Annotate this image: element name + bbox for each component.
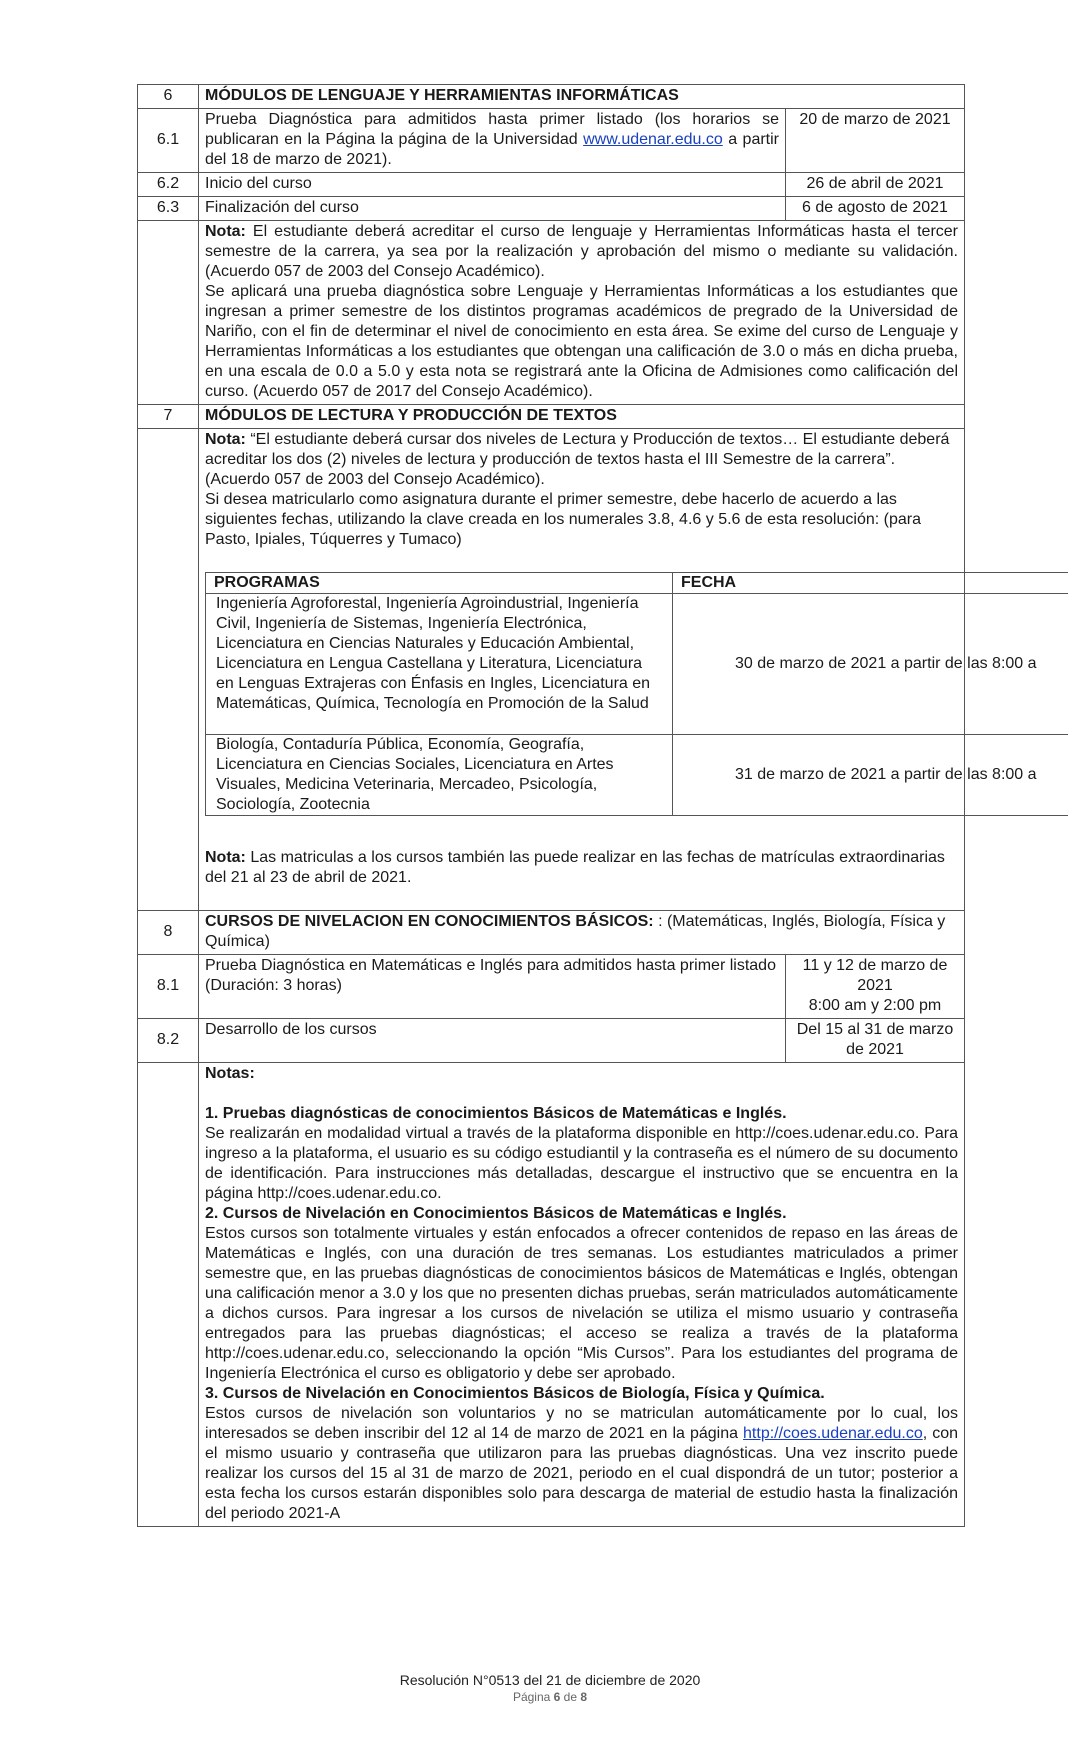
note-row	[138, 429, 965, 911]
table-row	[138, 197, 965, 221]
section-title	[199, 911, 965, 955]
note-text: Las matriculas a los cursos también las puede realizar en las fechas de matrículas extraordinarias del 21 al 23 de abril de 2021.	[205, 849, 945, 886]
note-label: Nota:	[205, 223, 246, 240]
schedule-table	[137, 84, 1037, 1527]
section-6-note	[199, 221, 965, 405]
note-text	[205, 1404, 958, 1524]
table-row	[138, 173, 965, 197]
section-6-header-row	[138, 85, 965, 109]
item-number: 6.3	[138, 197, 199, 221]
table-row	[206, 594, 1068, 735]
note-text: “El estudiante deberá cursar dos niveles de Lectura y Producción de textos… El estudiante deberá acreditar los dos (2) niveles de lectura y producción de textos hasta el III Semestre de la carrera”. (Acuerdo 057 de 2003 del Consejo Académico).	[205, 431, 950, 488]
note-heading: 2. Cursos de Nivelación en Conocimientos Básicos de Matemáticas e Inglés.	[205, 1205, 787, 1222]
empty-cell	[138, 221, 199, 405]
section-7-note	[199, 429, 1037, 911]
table-row	[206, 735, 1068, 816]
table-row	[138, 109, 965, 173]
university-link[interactable]: www.udenar.edu.co	[583, 131, 723, 148]
item-description: Desarrollo de los cursos	[199, 1019, 786, 1063]
section-7-header-row	[138, 405, 965, 429]
item-text: a partir del 18 de marzo de 2021).	[205, 131, 779, 168]
item-description: Prueba Diagnóstica en Matemáticas e Inglés para admitidos hasta primer listado (Duración: 3 horas)	[199, 955, 786, 1019]
item-number: 6.1	[138, 109, 199, 173]
section-8-header-row	[138, 911, 965, 955]
item-number: 6.2	[138, 173, 199, 197]
notes-label: Notas:	[205, 1065, 255, 1082]
page-label: Página	[512, 1690, 554, 1704]
empty-cell	[138, 1063, 199, 1527]
programs-header-row	[206, 573, 1068, 594]
page-current: 6	[553, 1690, 561, 1704]
note-text: Estos cursos son totalmente virtuales y están enfocados a ofrecer contenidos de repaso en las áreas de Matemáticas e Inglés, con una duración de tres semanas. Los estudiantes matriculados a primer semestre que, en las pruebas diagnósticas de conocimientos básicos de Matemáticas e Inglés, obtengan una calificación menor a 3.0 y los que no presenten dichas pruebas, serán matriculados automáticamente a dichos cursos. Para ingresar a los cursos de nivelación se utiliza el mismo usuario y contraseña entregados para las pruebas diagnósticas; el acceso se realiza a través de la plataforma http://coes.udenar.edu.co, seleccionando la opción “Mis Cursos”. Para los estudiantes del programa de Ingeniería Electrónica el curso es obligatorio y debe ser aprobado.	[205, 1225, 958, 1382]
note-text: Se realizarán en modalidad virtual a través de la plataforma disponible en http://coes.udenar.edu.co. Para ingreso a la plataforma, el usuario es su código estudiantil y la contraseña es el número de su documento de identificación. Para instrucciones más detalladas, descargue el instructivo que se encuentra en la página http://coes.udenar.edu.co.	[205, 1125, 958, 1202]
item-description	[199, 109, 786, 173]
notes-row	[138, 1063, 965, 1527]
item-date	[786, 955, 965, 1019]
programs-date: 31 de marzo de 2021 a partir de las 8:00 a	[673, 735, 1068, 816]
page-total: 8	[580, 1690, 588, 1704]
section-title-bold: CURSOS DE NIVELACION EN CONOCIMIENTOS BÁSICOS:	[205, 913, 654, 930]
fecha-header: FECHA	[673, 573, 1068, 594]
resolution-line: Resolución N°0513 del 21 de diciembre de 2020	[399, 1672, 701, 1688]
note-label: Nota:	[205, 431, 246, 448]
section-number: 7	[138, 405, 199, 429]
item-date: 6 de agosto de 2021	[786, 197, 965, 221]
note-text: El estudiante deberá acreditar el curso de lenguaje y Herramientas Informáticas hasta el tercer semestre de la carrera, ya sea por la realización y aprobación del mismo o mediante su validación. (Acuerdo 057 de 2003 del Consejo Académico).	[205, 223, 958, 280]
section-number: 8	[138, 911, 199, 955]
note-heading: 3. Cursos de Nivelación en Conocimientos Básicos de Biología, Física y Química.	[205, 1385, 825, 1402]
item-date: 20 de marzo de 2021	[786, 109, 965, 173]
page-separator: de	[560, 1690, 581, 1704]
programs-table	[205, 572, 1068, 816]
item-number: 8.2	[138, 1019, 199, 1063]
section-8-notes	[199, 1063, 965, 1527]
item-date: 26 de abril de 2021	[786, 173, 965, 197]
note-label: Nota:	[205, 849, 246, 866]
item-description: Finalización del curso	[199, 197, 786, 221]
item-number: 8.1	[138, 955, 199, 1019]
time-line: 8:00 am y 2:00 pm	[808, 997, 942, 1014]
programs-header: PROGRAMAS	[206, 573, 673, 594]
note-text-part: , con el mismo usuario y contraseña que utilizaron para las pruebas diagnósticas. Una vez inscrito puede realizar los cursos del 15 al 31 de marzo de 2021, periodo en el cual dispondrá de un tutor; posterior a esta fecha los cursos estarán disponibles solo para descarga de material de estudio hasta la finalización del periodo 2021-A	[205, 1425, 958, 1522]
note-text-part: Estos cursos de nivelación son voluntarios y no se matriculan automáticamente por lo cual, los interesados se deben inscribir del 12 al 14 de marzo de 2021 en la página	[205, 1405, 958, 1442]
programs-list: Biología, Contaduría Pública, Economía, Geografía, Licenciatura en Ciencias Sociales, Licenciatura en Artes Visuales, Medicina Veterinaria, Mercadeo, Psicología, Sociología, Zootecnia	[206, 735, 673, 816]
programs-list: Ingeniería Agroforestal, Ingeniería Agroindustrial, Ingeniería Civil, Ingeniería de Sistemas, Ingeniería Electrónica, Licenciatura en Ciencias Naturales y Educación Ambiental, Licenciatura en Lengua Castellana y Literatura, Licenciatura en Lenguas Extrajeras con Énfasis en Ingles, Licenciatura en Matemáticas, Química, Tecnología en Promoción de la Salud	[206, 594, 673, 735]
note-heading: 1. Pruebas diagnósticas de conocimientos Básicos de Matemáticas e Inglés.	[205, 1105, 787, 1122]
section-number: 6	[138, 85, 199, 109]
item-text: Prueba Diagnóstica para admitidos hasta primer listado (los horarios se publicaran en la Página la página de la Universidad	[205, 111, 779, 148]
section-title-rest: : (Matemáticas, Inglés, Biología, Física y Química)	[205, 913, 946, 950]
coes-link[interactable]: http://coes.udenar.edu.co	[743, 1425, 923, 1442]
section-title: MÓDULOS DE LECTURA Y PRODUCCIÓN DE TEXTOS	[199, 405, 965, 429]
page-number-line	[0, 1690, 1068, 1704]
programs-table-wrapper	[205, 572, 1037, 824]
table-row	[138, 1019, 965, 1063]
programs-date: 30 de marzo de 2021 a partir de las 8:00 a	[673, 594, 1068, 735]
note-text: Si desea matricularlo como asignatura durante el primer semestre, debe hacerlo de acuerdo a las siguientes fechas, utilizando la clave creada en los numerales 3.8, 4.6 y 5.6 de esta resolución: (para Pasto, Ipiales, Túquerres y Tumaco)	[205, 491, 921, 548]
table-row	[138, 955, 965, 1019]
note-row	[138, 221, 965, 405]
item-date: Del 15 al 31 de marzo de 2021	[786, 1019, 965, 1063]
note-text: Se aplicará una prueba diagnóstica sobre Lenguaje y Herramientas Informáticas a los estudiantes que ingresan a primer semestre de los distintos programas académicos de pregrado de la Universidad de Nariño, con el fin de determinar el nivel de conocimiento en esta área. Se exime del curso de Lenguaje y Herramientas Informáticas a los estudiantes que obtengan una calificación de 3.0 o más en dicha prueba, en una escala de 0.0 a 5.0 y esta nota se registrará ante la Oficina de Admisiones como calificación del curso. (Acuerdo 057 de 2017 del Consejo Académico).	[205, 283, 958, 400]
date-line: 11 y 12 de marzo de 2021	[802, 957, 948, 994]
empty-cell	[138, 429, 199, 911]
item-description: Inicio del curso	[199, 173, 786, 197]
section-title: MÓDULOS DE LENGUAJE Y HERRAMIENTAS INFORMÁTICAS	[199, 85, 965, 109]
